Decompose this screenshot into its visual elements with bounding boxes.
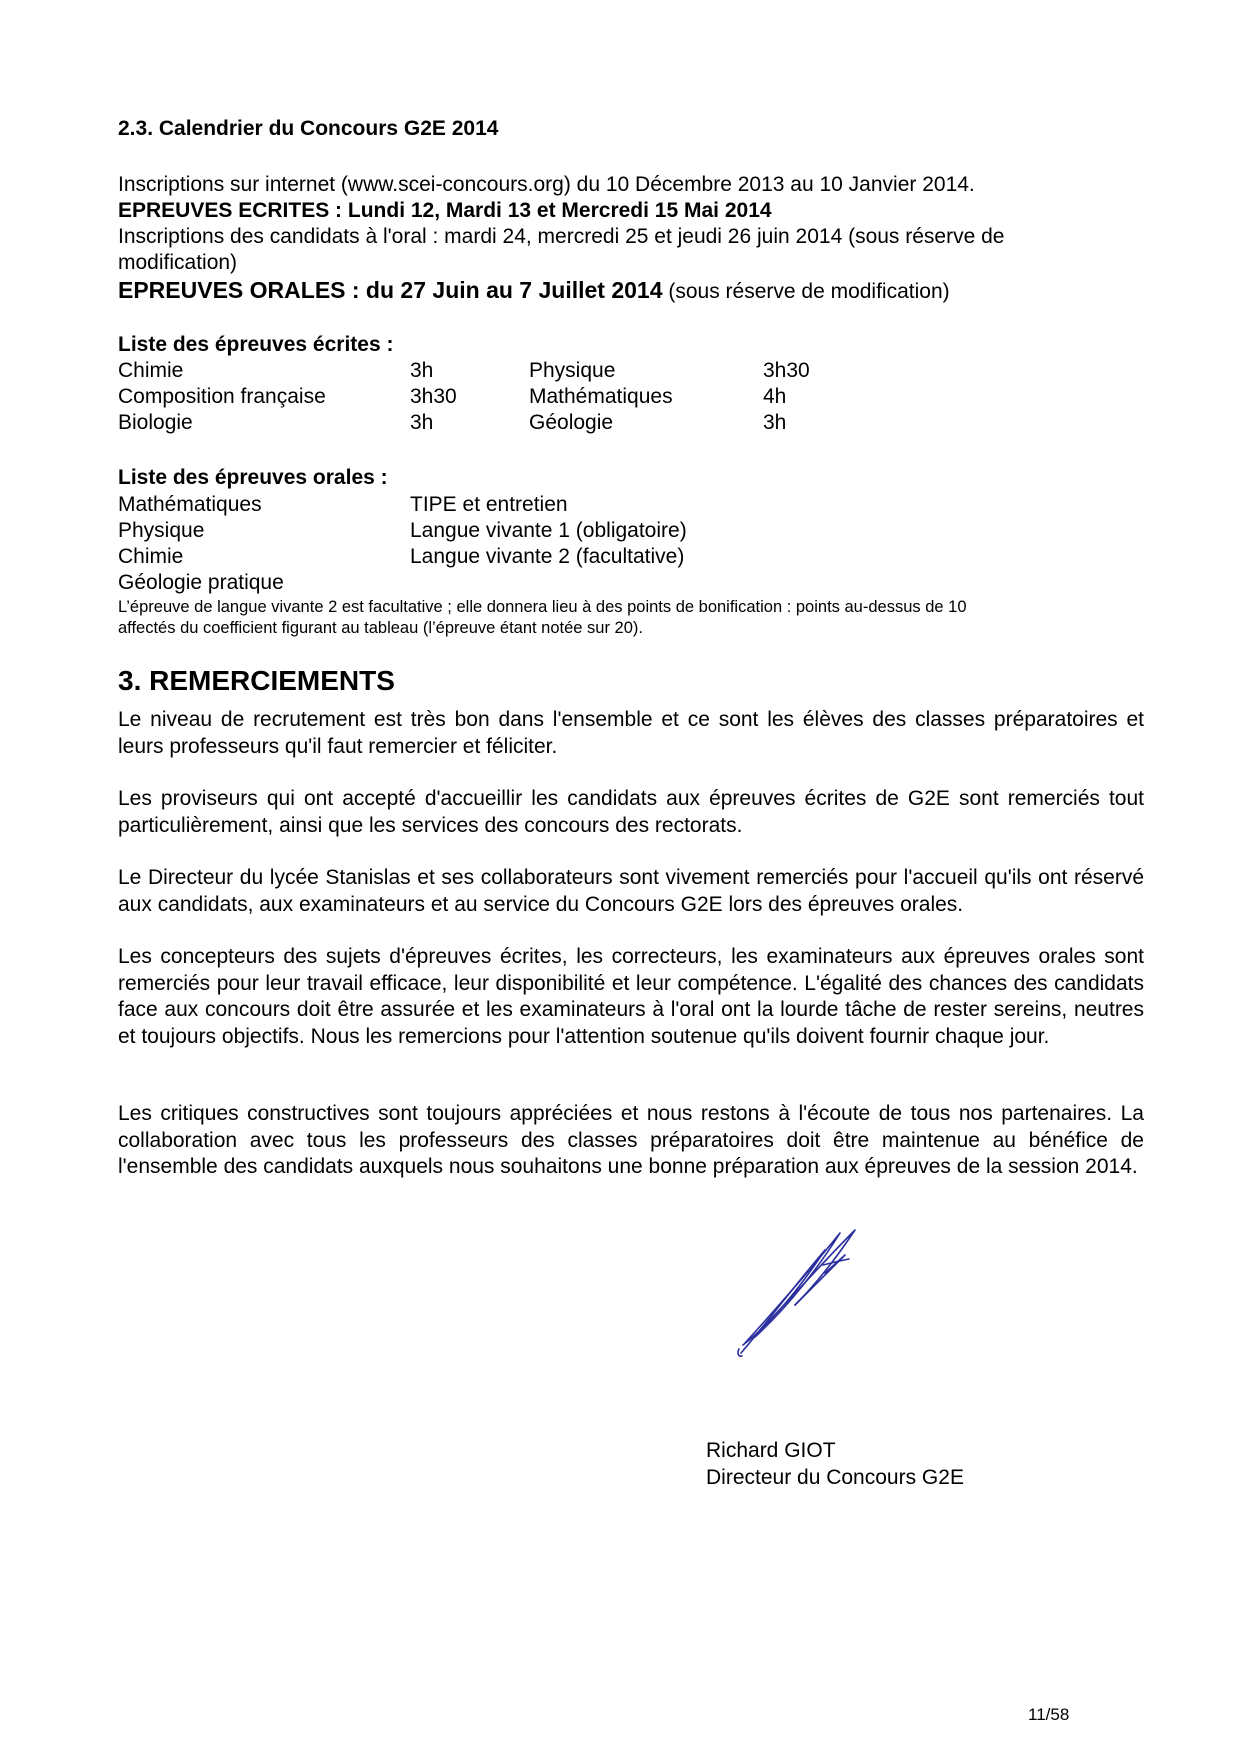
oral-exam-left: Chimie [118,545,184,568]
written-subject-right: Géologie [529,411,614,434]
oral-exam-left: Mathématiques [118,493,262,516]
oral-note-line1: L’épreuve de langue vivante 2 est facultative ; elle donnera lieu à des points de bonification : points au-dessus de 10 [118,598,967,616]
section-heading-calendar: 2.3. Calendrier du Concours G2E 2014 [118,117,499,140]
written-duration-right: 3h [763,411,787,434]
written-duration-right: 4h [763,385,787,408]
signatory-role: Directeur du Concours G2E [706,1466,964,1489]
written-subject-left: Composition française [118,385,326,408]
oral-exam-right: TIPE et entretien [410,493,568,516]
oral-exam-right: Langue vivante 2 (facultative) [410,545,685,568]
epreuves-orales-line [118,277,950,305]
remerciements-paragraph: Les proviseurs qui ont accepté d'accueillir les candidats aux épreuves écrites de G2E sont remerciés tout particulièrement, ainsi que les services des concours des rectorats. [118,787,1144,837]
oral-exam-left: Géologie pratique [118,571,284,594]
written-subject-left: Biologie [118,411,193,434]
page-number: 11/58 [1028,1705,1070,1724]
handwritten-signature [735,1225,875,1360]
remerciements-paragraph: Le Directeur du lycée Stanislas et ses collaborateurs sont vivement remerciés pour l'accueil qu'ils ont réservé aux candidats, aux examinateurs et au service du Concours G2E lors des épreuves orales. [118,866,1144,916]
remerciements-paragraph: Les critiques constructives sont toujours appréciées et nous restons à l'écoute de tous nos partenaires. La collaboration avec tous les professeurs des classes préparatoires doit être maintenue au bénéfice de l'ensemble des candidats auxquels nous souhaitons une bonne préparation aux épreuves de la session 2014. [118,1102,1144,1178]
oral-exam-left: Physique [118,519,205,542]
inscriptions-internet-text: Inscriptions sur internet (www.scei-concours.org) du 10 Décembre 2013 au 10 Janvier 2014. [118,173,975,196]
oral-exams-title: Liste des épreuves orales : [118,466,388,489]
signatory-name: Richard GIOT [706,1439,836,1462]
written-duration-left: 3h30 [410,385,457,408]
section-heading-remerciements: 3. REMERCIEMENTS [118,665,395,696]
inscriptions-oral-line1: Inscriptions des candidats à l'oral : mardi 24, mercredi 25 et jeudi 26 juin 2014 (sous réserve de [118,225,1005,248]
written-subject-right: Mathématiques [529,385,673,408]
oral-exam-right: Langue vivante 1 (obligatoire) [410,519,687,542]
written-subject-right: Physique [529,359,616,382]
epreuves-ecrites-dates: EPREUVES ECRITES : Lundi 12, Mardi 13 et Mercredi 15 Mai 2014 [118,199,772,222]
written-exams-title: Liste des épreuves écrites : [118,333,394,356]
epreuves-orales-note: (sous réserve de modification) [668,280,950,303]
written-duration-left: 3h [410,411,434,434]
inscriptions-oral-line2: modification) [118,251,238,274]
oral-note-line2: affectés du coefficient figurant au tableau (l’épreuve étant notée sur 20). [118,619,643,637]
written-duration-right: 3h30 [763,359,810,382]
remerciements-paragraph: Les concepteurs des sujets d'épreuves écrites, les correcteurs, les examinateurs aux épreuves orales sont remerciés pour leur travail efficace, leur disponibilité et leur compétence. L'égalité des chances des candidats face aux concours doit être assurée et les examinateurs à l'oral ont la lourde tâche de rester sereins, neutres et toujours objectifs. Nous les remercions pour l'attention soutenue qu'ils doivent fournir chaque jour. [118,945,1144,1048]
remerciements-paragraph: Le niveau de recrutement est très bon dans l'ensemble et ce sont les élèves des classes préparatoires et leurs professeurs qu'il faut remercier et féliciter. [118,708,1144,758]
epreuves-orales-dates: EPREUVES ORALES : du 27 Juin au 7 Juillet 2014 [118,277,663,303]
written-subject-left: Chimie [118,359,184,382]
written-duration-left: 3h [410,359,434,382]
